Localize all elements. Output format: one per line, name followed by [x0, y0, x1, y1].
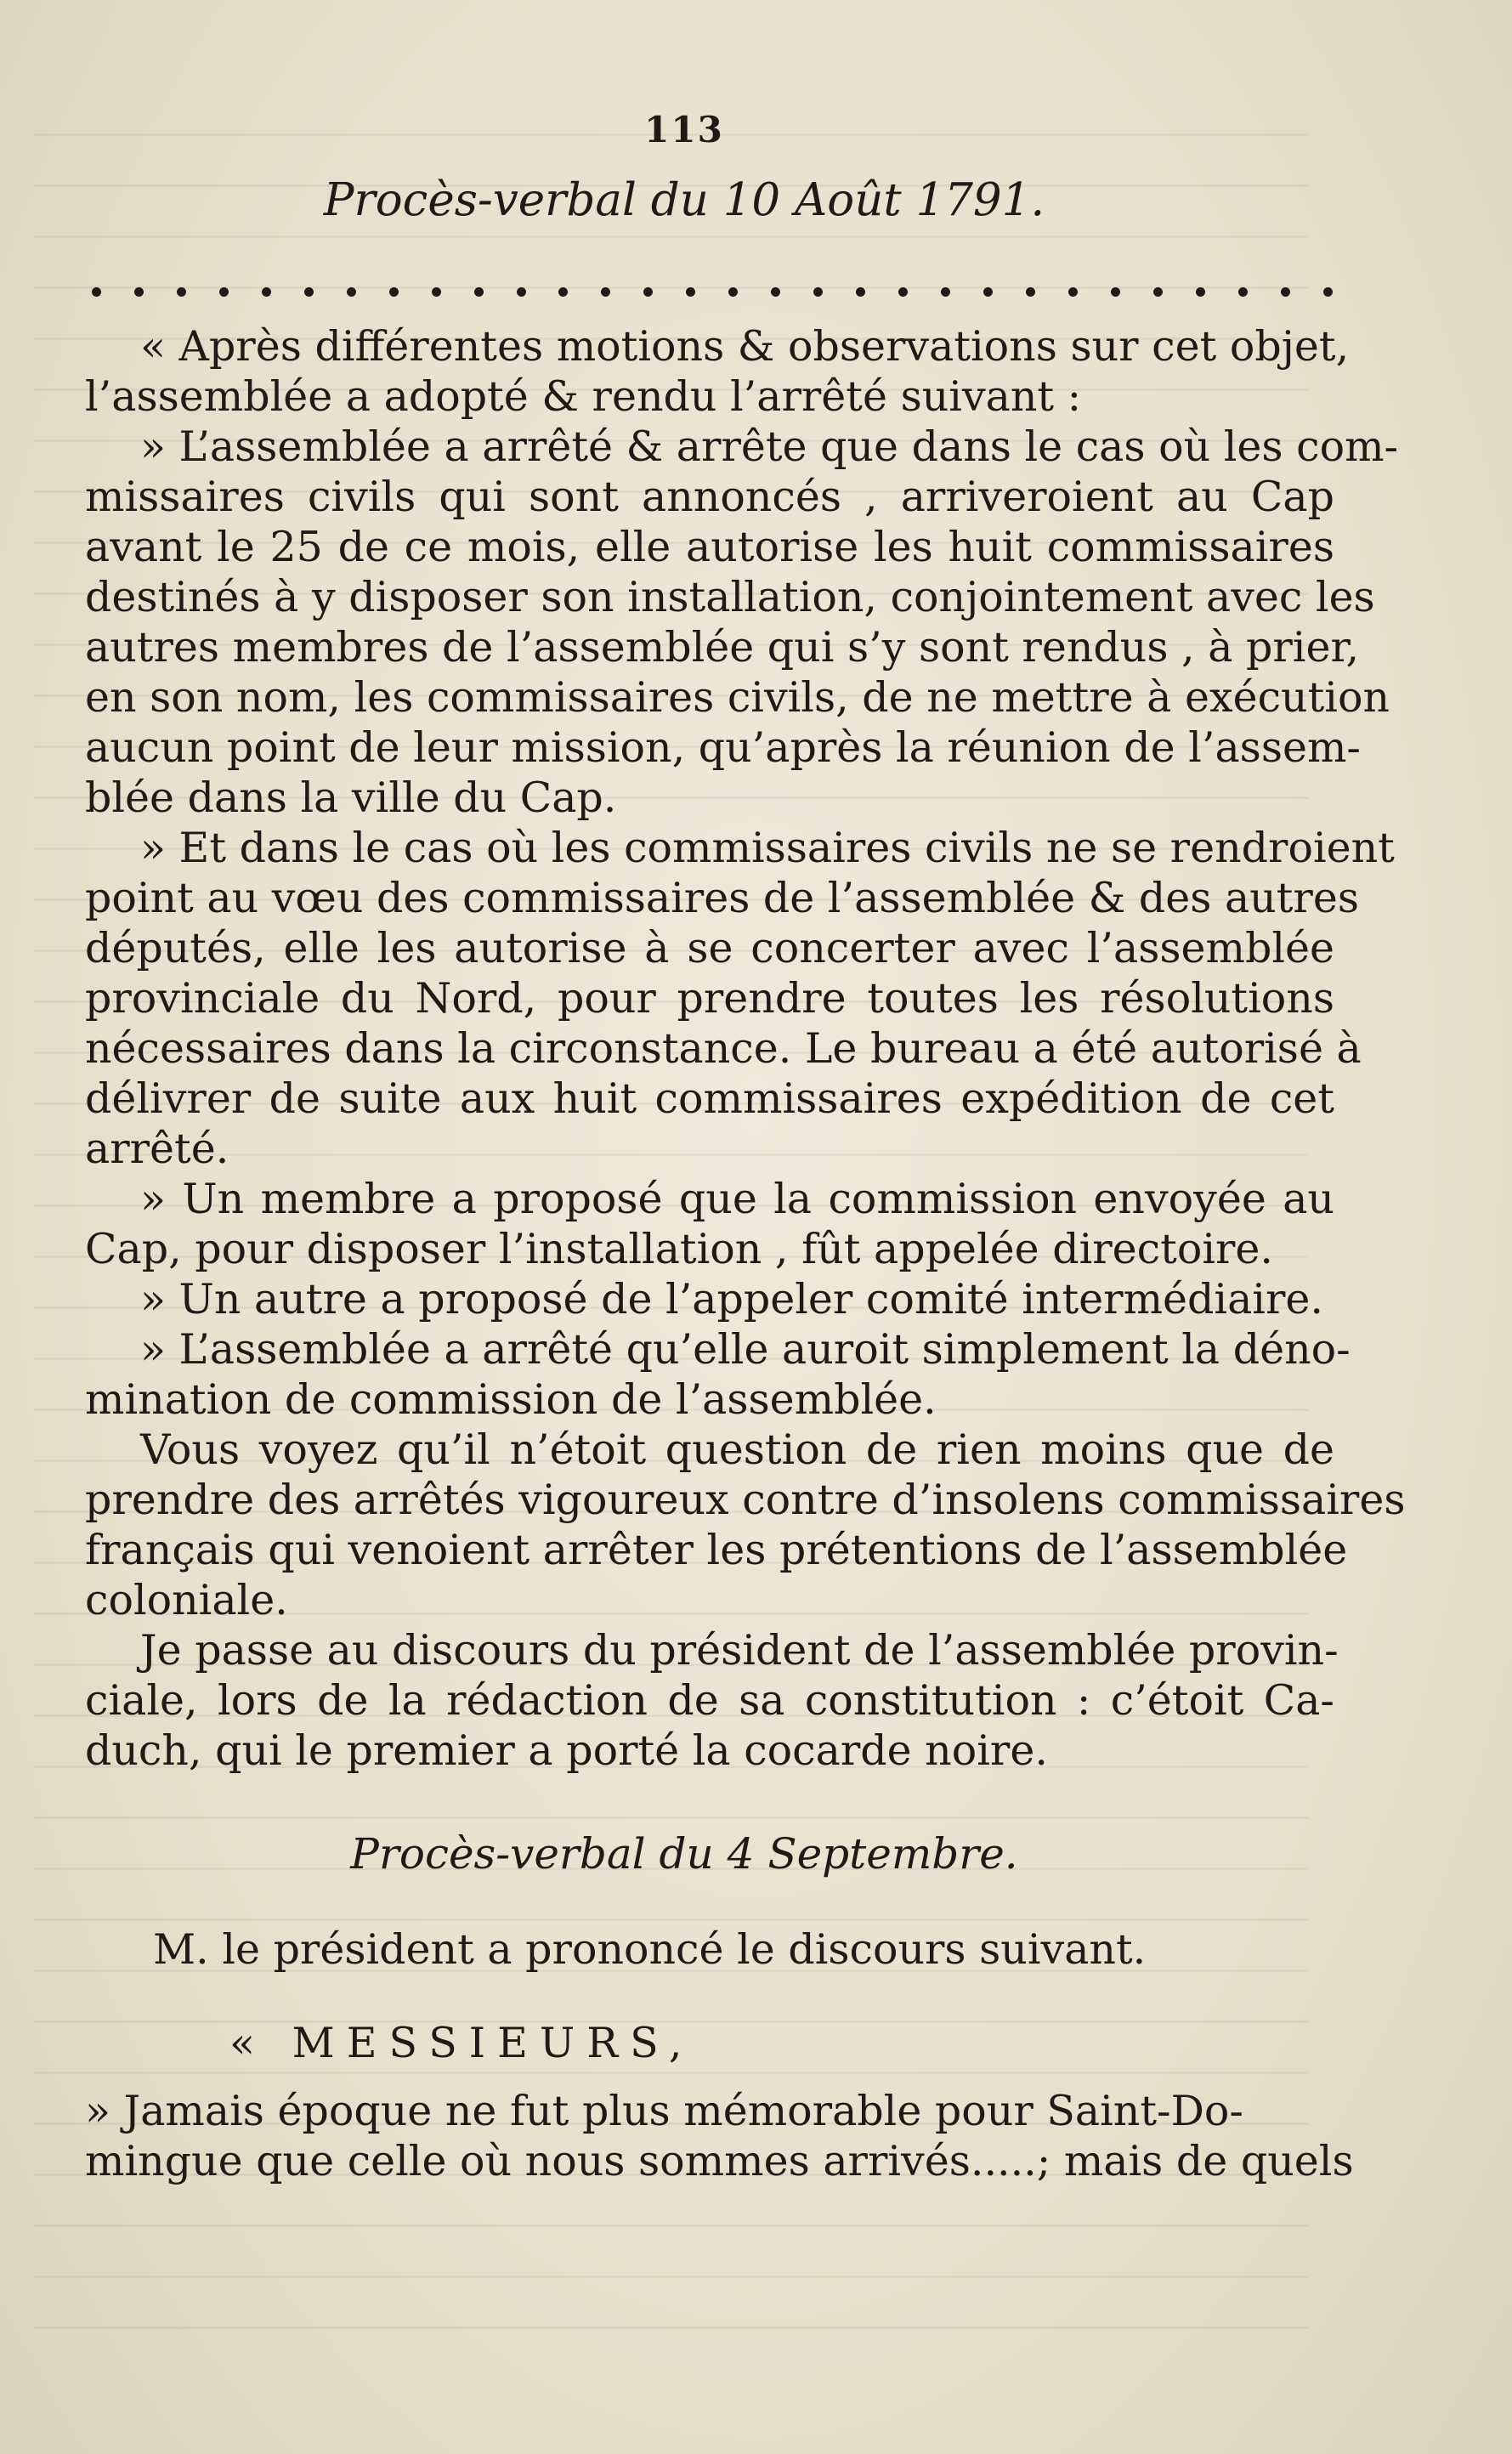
text-line: destinés à y disposer son installation, conjointement avec les — [85, 573, 1375, 621]
text-line: en son nom, les commissaires civils, de ne mettre à exécution — [85, 673, 1390, 722]
dot — [262, 287, 271, 297]
dot — [983, 287, 993, 297]
text-line: blée dans la ville du Cap. — [85, 774, 617, 822]
text-line: » Un membre a proposé que la commission envoyée au — [140, 1175, 1334, 1223]
text-line: missaires civils qui sont annoncés , arriveroient au Cap — [85, 473, 1334, 521]
dot — [92, 287, 101, 297]
text-line: délivrer de suite aux huit commissaires expédition de cet — [85, 1074, 1334, 1123]
speech-intro: M. le président a prononcé le discours suivant. — [153, 1925, 1147, 1974]
text-line: nécessaires dans la circonstance. Le bureau a été autorisé à — [85, 1024, 1362, 1073]
page-heading: Procès-verbal du 10 Août 1791. — [323, 174, 1045, 226]
dot — [134, 287, 144, 297]
body-text — [85, 321, 1406, 1776]
dot — [1323, 287, 1333, 297]
text-line: « Après différentes motions & observations sur cet objet, — [140, 322, 1350, 371]
dot — [856, 287, 865, 297]
text-line: Je passe au discours du président de l’assemblée provin- — [140, 1626, 1339, 1675]
text-line: Vous voyez qu’il n’étoit question de rien moins que de — [140, 1425, 1334, 1474]
text-line: aucun point de leur mission, qu’après la réunion de l’assem- — [85, 723, 1361, 772]
text-line: français qui venoient arrêter les prétentions de l’assemblée — [85, 1526, 1348, 1574]
text-line: duch, qui le premier a porté la cocarde noire. — [85, 1726, 1048, 1775]
dot — [432, 287, 441, 297]
text-line: prendre des arrêtés vigoureux contre d’insolens commissaires — [85, 1476, 1406, 1524]
dot — [601, 287, 610, 297]
text-line: mination de commission de l’assemblée. — [85, 1375, 937, 1424]
text-line: l’assemblée a adopté & rendu l’arrêté suivant : — [85, 372, 1082, 421]
dot — [686, 287, 695, 297]
text-line: provinciale du Nord, pour prendre toutes les résolutions — [85, 974, 1334, 1023]
dot — [728, 287, 738, 297]
dot — [1196, 287, 1205, 297]
dot — [219, 287, 229, 297]
dot — [1153, 287, 1163, 297]
section-heading: Procès-verbal du 4 Septembre. — [350, 1829, 1018, 1879]
dot — [643, 287, 653, 297]
text-line: avant le 25 de ce mois, elle autorise les huit commissaires — [85, 523, 1334, 571]
dot — [898, 287, 908, 297]
dot — [1281, 287, 1290, 297]
text-line: autres membres de l’assemblée qui s’y sont rendus , à prier, — [85, 623, 1360, 672]
speech-line: » Jamais époque ne fut plus mémorable pour Saint-Do- — [85, 2087, 1243, 2135]
text-line: » L’assemblée a arrêté & arrête que dans le cas où les com- — [140, 422, 1399, 471]
text-line: » Un autre a proposé de l’appeler comité intermédiaire. — [140, 1275, 1323, 1323]
dot — [558, 287, 568, 297]
text-line: ciale, lors de la rédaction de sa constitution : c’étoit Ca- — [85, 1676, 1334, 1725]
dot — [771, 287, 780, 297]
dot — [389, 287, 399, 297]
speech-salutation: « MESSIEURS, — [229, 2019, 694, 2067]
text-line: point au vœu des commissaires de l’assemblée & des autres — [85, 874, 1359, 922]
dot — [177, 287, 186, 297]
text-line: » L’assemblée a arrêté qu’elle auroit simplement la déno- — [140, 1325, 1351, 1374]
dot — [1068, 287, 1078, 297]
text-line: » Et dans le cas où les commissaires civils ne se rendroient — [140, 824, 1395, 872]
text-line: coloniale. — [85, 1576, 288, 1624]
dot — [1238, 287, 1248, 297]
text-line: Cap, pour disposer l’installation , fût appelée directoire. — [85, 1225, 1273, 1273]
dot — [304, 287, 314, 297]
ellipsis-divider — [92, 279, 1333, 304]
dot — [1026, 287, 1035, 297]
text-line: arrêté. — [85, 1125, 229, 1173]
dot — [347, 287, 356, 297]
dot — [517, 287, 526, 297]
page-number: 113 — [644, 109, 724, 150]
dot — [474, 287, 484, 297]
dot — [941, 287, 950, 297]
text-line: députés, elle les autorise à se concerter avec l’assemblée — [85, 924, 1334, 972]
speech-line: mingue que celle où nous sommes arrivés.....; mais de quels — [85, 2137, 1354, 2185]
dot — [813, 287, 823, 297]
dot — [1111, 287, 1120, 297]
